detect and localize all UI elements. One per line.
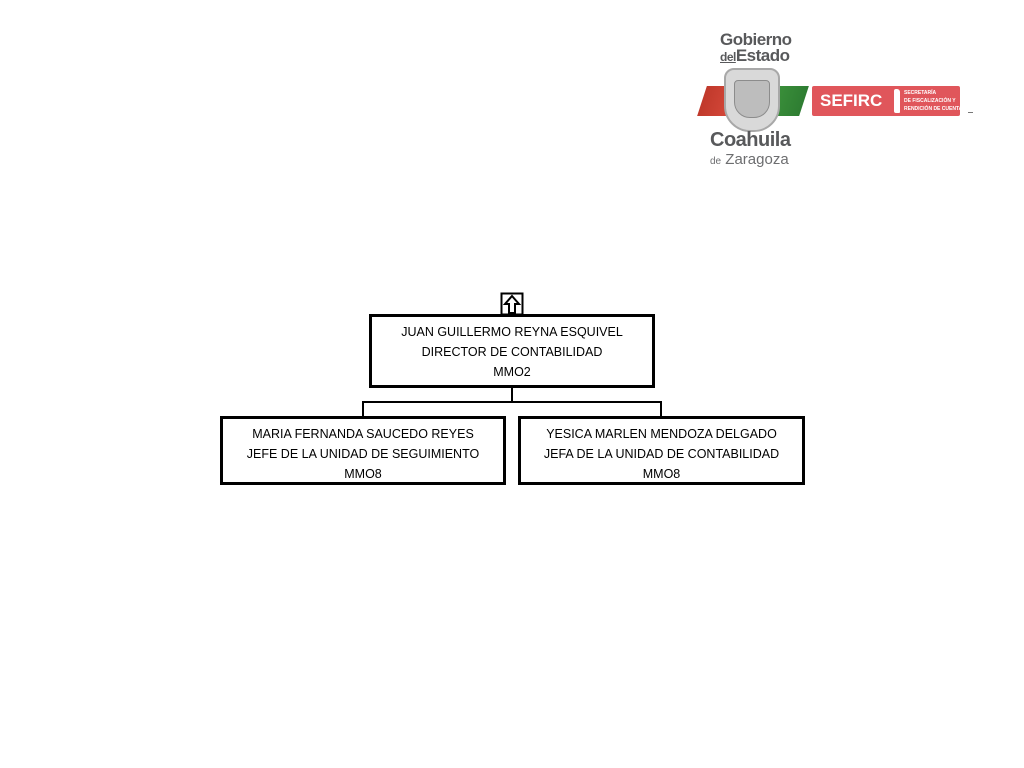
org-node-jefa-contabilidad[interactable]: [518, 416, 805, 485]
node-name: JUAN GUILLERMO REYNA ESQUIVEL: [401, 325, 623, 339]
node-name: MARIA FERNANDA SAUCEDO REYES: [252, 427, 474, 441]
sefirc-subtitle-line: SECRETARÍA: [904, 90, 937, 96]
node-title: DIRECTOR DE CONTABILIDAD: [421, 345, 603, 359]
node-code: MMO8: [344, 467, 382, 481]
coat-of-arms-icon: [724, 68, 780, 132]
node-title: JEFA DE LA UNIDAD DE CONTABILIDAD: [543, 447, 780, 461]
node-code: MMO8: [642, 467, 681, 481]
de-word: de: [710, 156, 722, 167]
sefirc-badge: [812, 86, 966, 116]
estado-word: Estado: [735, 46, 790, 65]
connector-vertical-top: [511, 388, 513, 402]
sefirc-subtitle-line: RENDICIÓN DE CUENTAS: [904, 106, 966, 112]
connector-horizontal: [362, 401, 662, 403]
coat-of-arms-inner: [734, 80, 770, 118]
sefirc-subtitle: [904, 89, 966, 113]
up-arrow-icon[interactable]: [500, 292, 524, 316]
org-node-jefe-seguimiento[interactable]: [220, 416, 506, 485]
coahuila-word: Coahuila: [710, 129, 791, 151]
zaragoza-word: Zaragoza: [725, 151, 789, 168]
connector-vertical-left: [362, 401, 364, 416]
connector-vertical-right: [660, 401, 662, 416]
node-title: JEFE DE LA UNIDAD DE SEGUIMIENTO: [246, 447, 480, 461]
org-node-director[interactable]: [369, 314, 655, 388]
de-zaragoza-text: [710, 152, 789, 170]
sefirc-subtitle-line: DE FISCALIZACIÓN Y: [904, 98, 956, 104]
coahuila-map-icon: [894, 89, 900, 113]
node-name: YESICA MARLEN MENDOZA DELGADO: [546, 427, 777, 441]
logo-dash: [968, 112, 973, 113]
gobierno-del-estado-text: [720, 32, 792, 65]
node-code: MMO2: [493, 365, 531, 379]
sefirc-label: SEFIRC: [820, 91, 883, 110]
del-word: del: [720, 50, 736, 64]
gobierno-word: Gobierno: [720, 30, 792, 49]
gobierno-coahuila-logo: [692, 26, 982, 176]
